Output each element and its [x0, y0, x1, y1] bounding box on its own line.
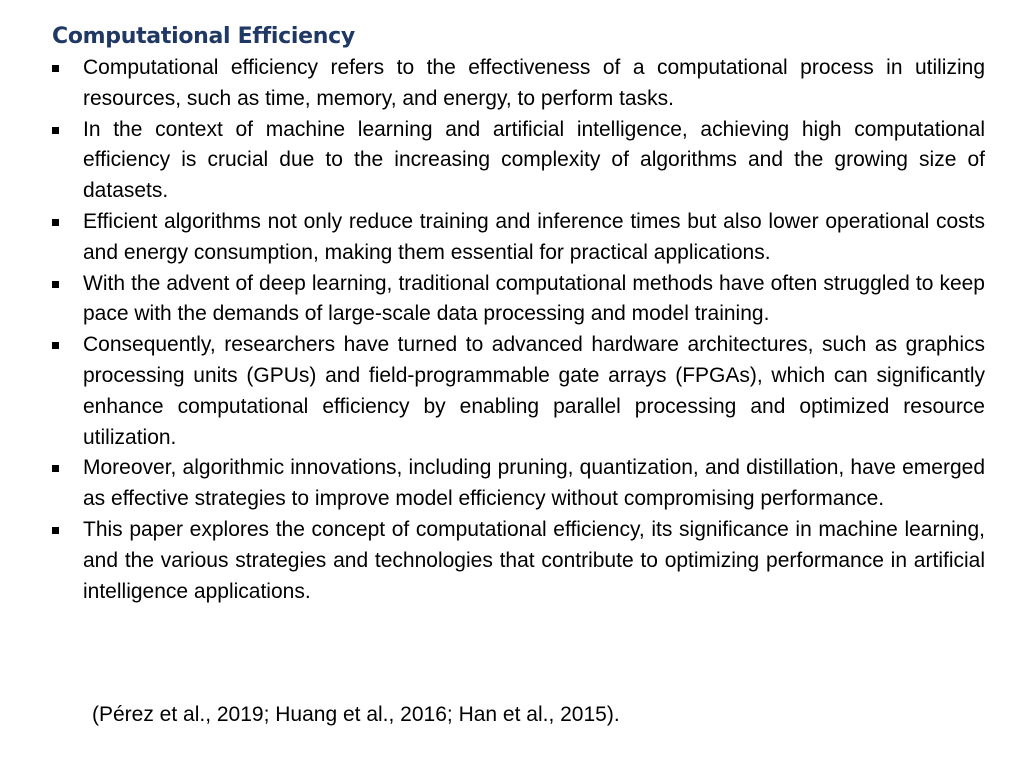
bullet-item	[52, 453, 985, 515]
bullet-text: Consequently, researchers have turned to advanced hardware architectures, such as graphics processing units (GPUs) and field-programmable gate arrays (FPGAs), which can significantly enhance computational efficiency by enabling parallel processing and optimized resource utilization.	[83, 333, 985, 449]
bullet-text: Computational efficiency refers to the effectiveness of a computational process in utilizing resources, such as time, memory, and energy, to perform tasks.	[83, 56, 985, 110]
bullet-text: Efficient algorithms not only reduce training and inference times but also lower operational costs and energy consumption, making them essential for practical applications.	[83, 209, 985, 264]
bullet-list	[52, 53, 985, 607]
square-bullet-icon	[52, 527, 59, 534]
square-bullet-icon	[52, 219, 59, 226]
square-bullet-icon	[52, 65, 59, 72]
bullet-text: This paper explores the concept of computational efficiency, its significance in machine learning, and the various strategies and technologies that contribute to optimizing performance in artificial intelligence applications.	[83, 517, 985, 603]
square-bullet-icon	[52, 127, 59, 134]
bullet-item	[52, 269, 985, 331]
slide-title: Computational Efficiency	[52, 24, 355, 49]
bullet-text: In the context of machine learning and artificial intelligence, achieving high computational efficiency is crucial due to the increasing complexity of algorithms and the growing size of datasets.	[83, 117, 985, 203]
citation: (Pérez et al., 2019; Huang et al., 2016; Han et al., 2015).	[92, 703, 620, 726]
square-bullet-icon	[52, 342, 59, 349]
bullet-item	[52, 515, 985, 607]
square-bullet-icon	[52, 465, 59, 472]
bullet-item	[52, 115, 985, 207]
bullet-item	[52, 207, 985, 269]
square-bullet-icon	[52, 281, 59, 288]
bullet-item	[52, 330, 985, 453]
bullet-text: With the advent of deep learning, traditional computational methods have often struggled to keep pace with the demands of large-scale data processing and model training.	[83, 271, 985, 326]
bullet-text: Moreover, algorithmic innovations, including pruning, quantization, and distillation, have emerged as effective strategies to improve model efficiency without compromising performance.	[83, 456, 985, 511]
bullet-item	[52, 53, 985, 115]
